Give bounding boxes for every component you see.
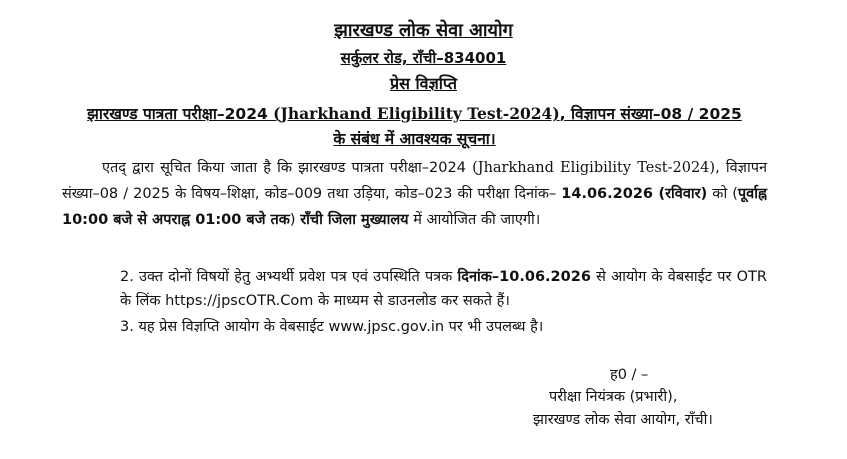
para-text-3: , विज्ञापन संख्या–08 / 2025 के विषय–शिक्षा, कोड–009 तथा उड़िया, कोड–023 की परीक्षा दिनांक– [62, 160, 767, 202]
point2-text-3: से आयोग के वेबसाईट पर OTR के लिंक https://jpscOTR.Com के माध्यम से डाउनलोड कर सकते हैं। [120, 269, 767, 309]
para-text-1: एतद् द्वारा सूचित किया जाता है कि झारखण्ड पात्रता परीक्षा–2024 [102, 160, 473, 176]
exam-time: पूर्वाह्न 10:00 बजे से अपराह्न 01:00 बजे तक [62, 186, 767, 228]
subject-text-english: (Jharkhand Eligibility Test-2024) [273, 104, 560, 123]
para-text-5: को ( [707, 186, 738, 202]
signatory-designation: परीक्षा नियंत्रक (प्रभारी), [549, 389, 678, 405]
subject-text-a: झारखण्ड पात्रता परीक्षा–2024 [87, 105, 274, 123]
exam-date: 14.06.2026 (रविवार) [561, 186, 708, 202]
point2-text-1: 2. उक्त दोनों विषयों हेतु अभ्यर्थी प्रवेश पत्र एवं उपस्थिति पत्रक [120, 269, 458, 285]
organization-name: झारखण्ड लोक सेवा आयोग [334, 20, 513, 41]
admit-card-date: दिनांक–10.06.2026 [457, 269, 591, 285]
para-text-9: में आयोजित की जाएगी। [408, 212, 541, 228]
para-text-7: ) [289, 212, 301, 228]
organization-address: सर्कुलर रोड, राँची–834001 [340, 49, 507, 67]
signatory-organization: झारखण्ड लोक सेवा आयोग, राँची। [533, 412, 713, 428]
notice-paragraph [62, 155, 767, 233]
document-type-heading: प्रेस विज्ञप्ति [390, 74, 457, 93]
signature-mark: ह0 / – [610, 367, 649, 383]
point-admit-card [120, 265, 767, 313]
para-text-english: (Jharkhand Eligibility Test-2024) [472, 160, 716, 176]
subject-line-2: के संबंध में आवश्यक सूचना। [333, 130, 496, 148]
subject-text-b: , विज्ञापन संख्या–08 / 2025 [559, 105, 742, 123]
exam-venue: राँची जिला मुख्यालय [300, 212, 409, 228]
subject-line-1 [62, 102, 767, 124]
point-website-notice: 3. यह प्रेस विज्ञप्ति आयोग के वेबसाईट www.jpsc.gov.in पर भी उपलब्ध है। [120, 319, 544, 335]
